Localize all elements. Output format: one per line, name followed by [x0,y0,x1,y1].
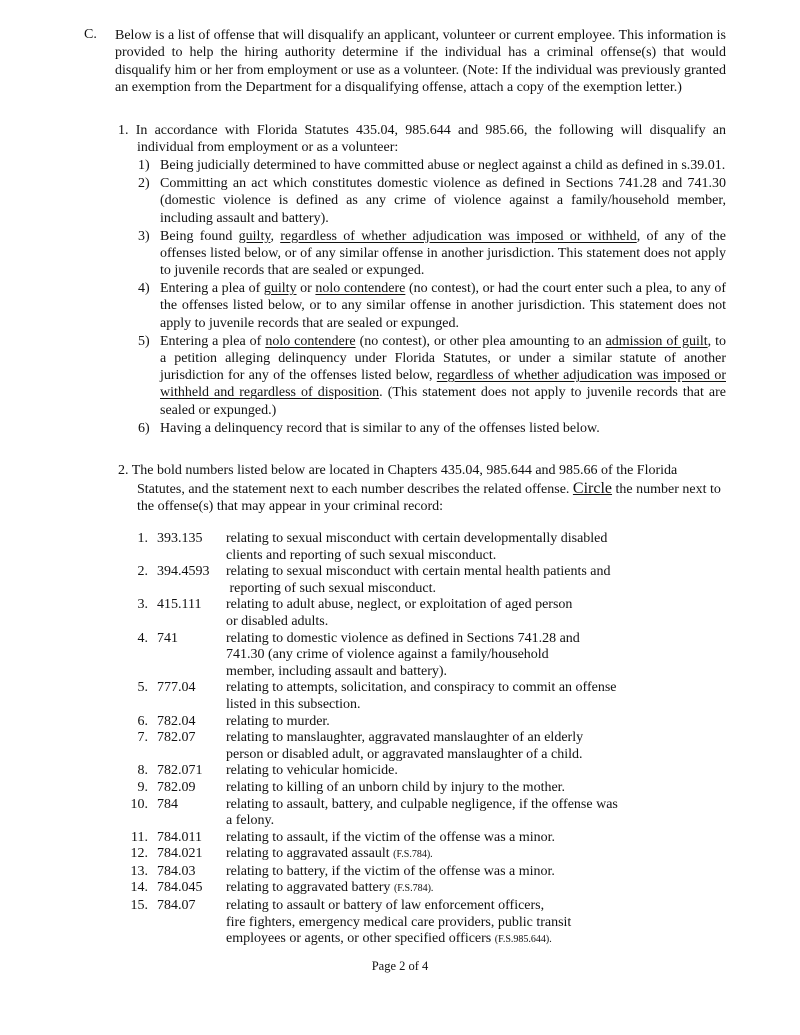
offense-description: listed in this subsection. [226,696,361,712]
item-2-number: 2. [118,463,129,478]
offense-description: employees or agents, or other specified officers [226,931,495,947]
underlined-text: admission of guilt [605,333,708,349]
underlined-text: guilty [238,228,271,244]
offense-number: 3. [137,597,148,613]
offense-description: relating to aggravated battery [226,880,394,896]
offense-description: relating to vehicular homicide. [226,763,398,779]
offense-description-line [226,898,640,915]
offense-row [120,763,640,780]
offense-description-line [226,614,640,631]
offense-description: relating to aggravated assault [226,846,394,862]
criterion-text: , [270,228,281,244]
criterion-number: 5) [138,333,150,349]
criterion-item [118,228,726,280]
offense-description-line [226,846,640,864]
item-2-intro [118,462,726,516]
item-1 [118,122,726,437]
offense-description-line [226,597,640,614]
criterion-number: 4) [138,281,150,297]
offense-row [120,830,640,847]
offense-number: 9. [137,779,148,795]
offense-description: relating to assault or battery of law enforcement officers, [226,898,545,914]
offense-description: relating to assault, if the victim of the offense was a minor. [226,829,556,845]
offense-row [120,898,640,949]
offense-number: 15. [130,898,148,914]
criterion-item [118,175,726,227]
criterion-text: or [296,281,316,297]
circle-word: Circle [572,479,613,497]
criterion-text: , to a petition alleging delinquency under Florida Statutes, or under a similar statute of another jurisdiction for any of the offenses listed below, [160,333,727,384]
offense-description-line [226,664,640,681]
offense-description: member, including assault and battery). [226,663,448,679]
criterion-text: Having a delinquency record that is similar to any of the offenses listed below. [160,420,600,436]
offense-number: 7. [137,730,148,746]
statute-number: 784 [157,796,178,812]
offense-description-line [226,531,640,548]
offense-number: 5. [137,680,148,696]
offense-description: relating to assault, battery, and culpable negligence, if the offense was [226,796,618,812]
offense-description-line [226,680,640,697]
criterion-item [118,420,726,437]
statute-number: 393.135 [157,531,203,546]
offense-description-line [226,714,640,731]
offense-row [120,597,640,630]
statute-reference: (F.S.784). [393,849,433,861]
criterion-item [118,333,726,419]
page-number: Page 2 of 4 [371,959,429,973]
offense-description-line [226,830,640,847]
offense-description: 741.30 (any crime of violence against a family/household [226,647,549,663]
criterion-number: 6) [138,420,150,436]
statute-number: 394.4593 [157,564,210,580]
statute-number: 415.111 [157,597,202,613]
offense-description: reporting of such sexual misconduct. [226,580,436,596]
offense-description-line [226,564,640,581]
offense-description-line [226,581,640,598]
offense-description-line [226,797,640,814]
offense-description: a felony. [226,813,275,829]
offense-description-line [226,915,640,932]
statute-number: 782.071 [157,763,203,779]
criterion-text: (no contest), or other plea amounting to an [355,333,606,349]
offense-description-line [226,880,640,898]
offense-description-line [226,747,640,764]
offense-description: relating to sexual misconduct with certain mental health patients and [226,564,611,580]
offense-description-line [226,697,640,714]
offense-description-line [226,647,640,664]
item-2-text-after: the number next to the offense(s) that may appear in your criminal record: [137,481,721,514]
criterion-text: Committing an act which constitutes domestic violence as defined in Sections 741.28 and 741.30 (domestic violence is defined as any crime of violence against a family/household member, including assault and battery). [160,176,726,226]
criterion-text: , of any of the offenses listed below, or of any similar offense in another jurisdiction. This statement does not apply to juvenile records that are sealed or expunged. [160,228,727,279]
statute-number: 784.011 [157,829,202,845]
offense-number: 2. [137,564,148,580]
statute-number: 782.07 [157,730,196,746]
offense-description-line [226,763,640,780]
criterion-text: Being found [160,228,239,244]
offense-description-line [226,548,640,565]
disqualification-criteria-list [118,157,726,437]
offense-description: clients and reporting of such sexual misconduct. [226,547,497,563]
statute-number: 782.09 [157,779,196,795]
offense-row [120,564,640,597]
offense-description-line [226,730,640,747]
underlined-text: nolo contendere [315,281,406,297]
underlined-text: guilty [263,281,297,297]
offense-number: 13. [130,863,148,879]
criterion-number: 1) [138,158,150,174]
item-1-text: In accordance with Florida Statutes 435.04, 985.644 and 985.66, the following will disqualify an individual from employment or as a volunteer: [135,123,727,156]
statute-reference: (F.S.784). [393,883,434,895]
offense-description: relating to murder. [226,713,330,729]
offense-row [120,780,640,797]
statute-number: 784.045 [157,880,203,896]
offense-description: relating to adult abuse, neglect, or exploitation of aged person [226,597,573,613]
offense-row [120,631,640,681]
offense-number: 12. [130,846,148,862]
offense-description-line [226,864,640,881]
criterion-text: . (This statement does not apply to juvenile records that are sealed or expunged.) [160,385,727,418]
item-2-text-before: The bold numbers listed below are located in Chapters 435.04, 985.644 and 985.66 of the Florida Statutes, and the statement next to each number describes the related offense. [131,463,678,497]
offense-list [120,531,640,949]
offense-description-line [226,931,640,949]
offense-row [120,846,640,864]
offense-number: 11. [131,829,148,845]
section-c [84,27,726,96]
offense-description: relating to attempts, solicitation, and conspiracy to commit an offense [226,680,617,696]
offense-number: 8. [137,763,148,779]
item-1-intro [118,122,726,157]
section-intro: Below is a list of offense that will disqualify an applicant, volunteer or current employee. This information is provided to help the hiring authority determine if the individual has a criminal offense(s) that would disqualify him or her from employment or use as a volunteer. (Note: If the individual was previously granted an exemption from the Department for a disqualifying offense, attach a copy of the exemption letter.) [115,28,726,95]
offense-row [120,680,640,713]
item-2 [118,462,726,516]
offense-description: relating to manslaughter, aggravated manslaughter of an elderly [226,730,584,746]
underlined-text: regardless of whether adjudication was imposed or withheld [280,228,637,244]
offense-description: relating to domestic violence as defined in Sections 741.28 and [226,630,580,646]
underlined-text: nolo contendere [265,333,356,349]
offense-row [120,797,640,830]
statute-number: 777.04 [157,680,196,696]
offense-number: 6. [137,713,148,729]
offense-row [120,730,640,763]
section-letter: C. [84,27,97,42]
statute-number: 741 [157,630,178,646]
criterion-item [118,157,726,174]
offense-description-line [226,780,640,797]
offense-description: relating to battery, if the victim of the offense was a minor. [226,863,555,879]
offense-description: relating to sexual misconduct with certain developmentally disabled [226,531,608,546]
offense-description-line [226,631,640,648]
criterion-text: Being judicially determined to have committed abuse or neglect against a child as defined in s.39.01. [160,158,726,174]
underlined-text: regardless of whether adjudication was imposed or withheld and regardless of disposition [160,368,726,401]
offense-row [120,531,640,564]
criterion-number: 3) [138,228,150,244]
item-1-number: 1. [118,123,129,138]
statute-number: 784.07 [157,898,196,914]
offense-description: or disabled adults. [226,613,329,629]
criterion-text: (no contest), or had the court enter such a plea, to any of the offenses listed below, or to any similar offense in another jurisdiction. This statement does not apply to juvenile records that are sealed or expunged. [160,281,726,331]
offense-row [120,864,640,881]
criterion-text: Entering a plea of [160,333,266,349]
criterion-text: Entering a plea of [160,281,264,297]
offense-description: relating to killing of an unborn child by injury to the mother. [226,779,566,795]
offense-number: 1. [137,531,148,546]
offense-description: person or disabled adult, or aggravated manslaughter of a child. [226,746,583,762]
statute-reference: (F.S.985.644). [494,934,552,946]
statute-number: 782.04 [157,713,196,729]
offense-row [120,880,640,898]
offense-row [120,714,640,731]
statute-number: 784.03 [157,863,196,879]
offense-number: 14. [130,880,148,896]
criterion-item [118,280,726,332]
offense-number: 10. [130,796,148,812]
statute-number: 784.021 [157,846,203,862]
offense-description-line [226,813,640,830]
offense-description: fire fighters, emergency medical care providers, public transit [226,914,572,930]
offense-number: 4. [137,630,148,646]
criterion-number: 2) [138,176,150,192]
